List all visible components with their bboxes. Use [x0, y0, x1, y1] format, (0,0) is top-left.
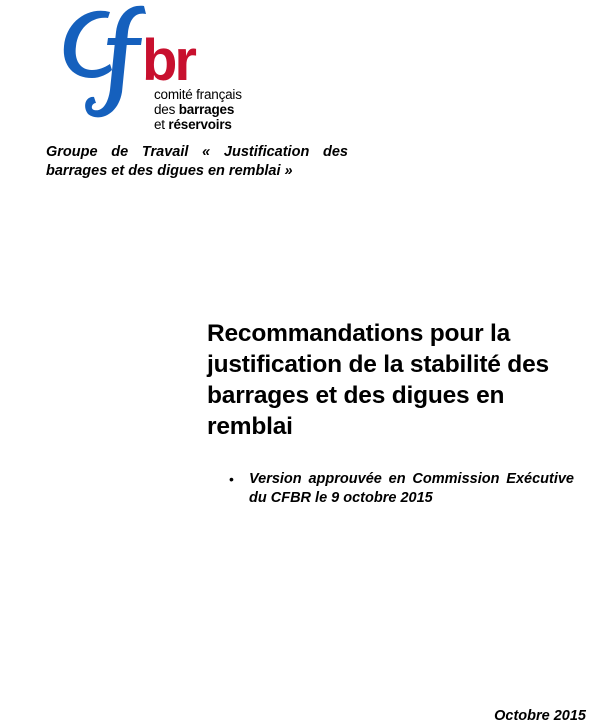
bullet-icon: • [229, 471, 234, 487]
logo-caption-line2 [154, 102, 242, 117]
logo-letters-br: br [142, 28, 194, 93]
document-title: Recommandations pour la justification de la stabilité des barrages et des digues en remblai [207, 320, 549, 440]
logo-caption-line1: comité français [154, 87, 242, 102]
cfbr-logo [58, 4, 258, 138]
version-text: Version approuvée en Commission Exécutive du CFBR le 9 octobre 2015 [249, 471, 574, 506]
logo-caption-reservoirs: réservoirs [168, 117, 232, 132]
logo-caption [154, 87, 242, 132]
logo-caption-line2-prefix: des [154, 102, 179, 117]
working-group-heading: Groupe de Travail « Justification des barrages et des digues en remblai » [46, 144, 348, 179]
logo-caption-barrages: barrages [178, 102, 235, 117]
logo-caption-line3-prefix: et [154, 117, 169, 132]
logo-caption-line3 [154, 117, 242, 132]
publication-date: Octobre 2015 [494, 708, 586, 724]
